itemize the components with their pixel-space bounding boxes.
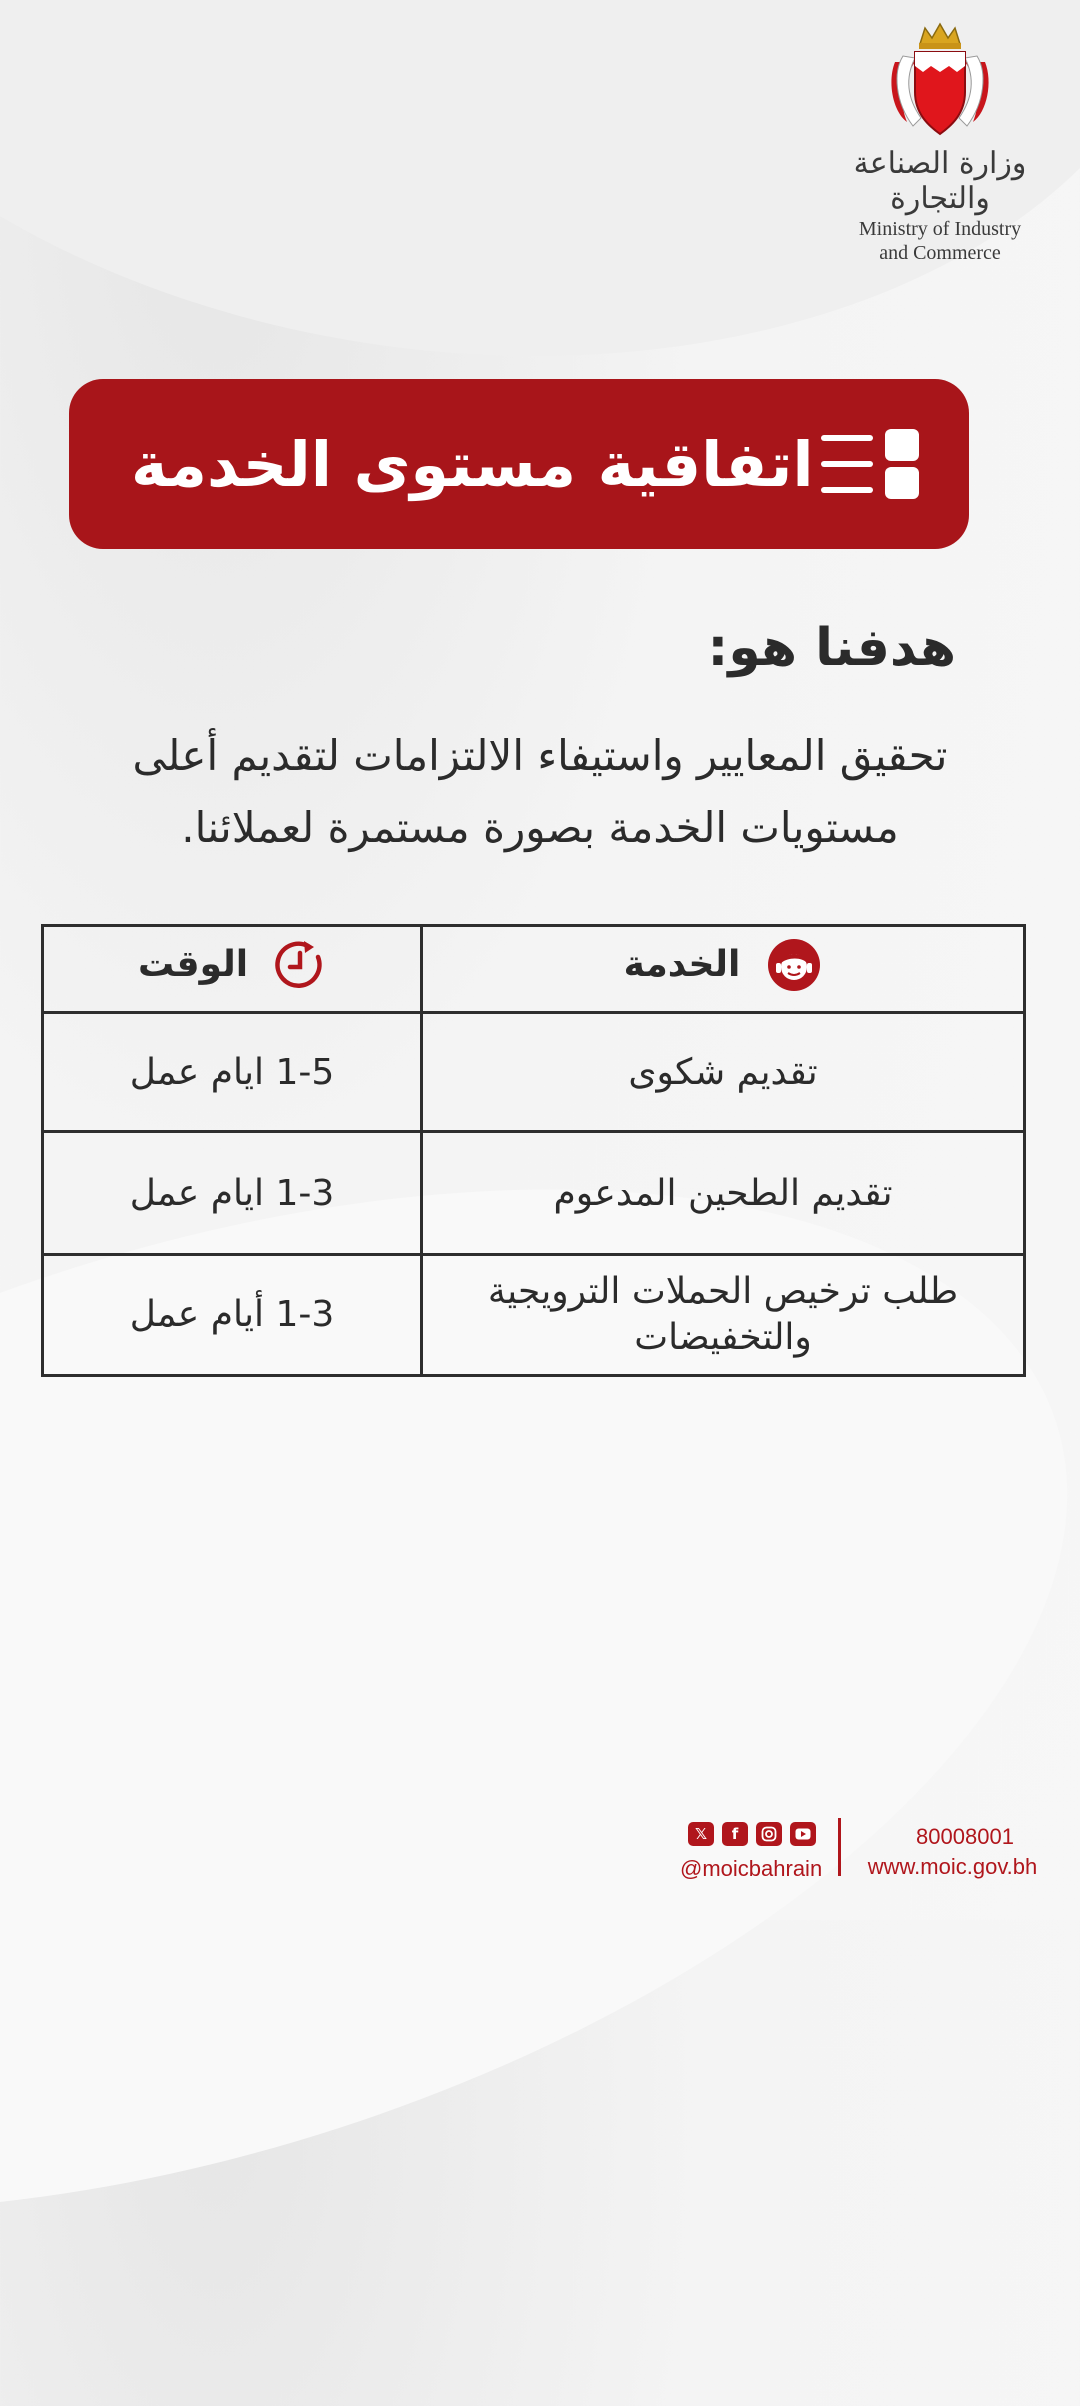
list-grid-icon — [821, 429, 921, 499]
time-cell: 1-3 أيام عمل — [43, 1255, 422, 1376]
footer-divider — [838, 1818, 841, 1876]
table-header-row — [43, 926, 1025, 1013]
coat-of-arms-icon — [885, 22, 995, 140]
social-icons — [688, 1822, 816, 1846]
support-agent-icon — [766, 937, 822, 993]
social-handle[interactable]: @moicbahrain — [680, 1856, 823, 1881]
ministry-english-name-line1: Ministry of Industry — [858, 218, 1022, 240]
header-service-label: الخدمة — [623, 944, 741, 985]
goal-title: هدفنا هو: — [707, 618, 956, 678]
youtube-icon[interactable] — [790, 1822, 816, 1846]
service-cell: تقديم الطحين المدعوم — [422, 1132, 1025, 1255]
service-cell-line2: والتخفيضات — [634, 1317, 812, 1358]
website-link[interactable]: www.moic.gov.bh — [867, 1854, 1038, 1879]
header-time-label: الوقت — [137, 944, 249, 985]
header-service — [422, 926, 1025, 1013]
title-banner — [69, 379, 969, 549]
service-cell: تقديم شكوى — [422, 1013, 1025, 1132]
phone-number[interactable]: 80008001 — [916, 1824, 1014, 1849]
ministry-arabic-name: وزارة الصناعة والتجارة — [853, 146, 1027, 216]
header-time — [43, 926, 422, 1013]
time-cell: 1-3 ايام عمل — [43, 1132, 422, 1255]
service-cell-line1: طلب ترخيص الحملات الترويجية — [487, 1271, 959, 1312]
facebook-icon[interactable]: f — [722, 1822, 748, 1846]
goal-description — [60, 720, 1020, 864]
footer-contact — [680, 1818, 1050, 1892]
banner-title: اتفاقية مستوى الخدمة — [131, 427, 814, 501]
service-cell — [422, 1255, 1025, 1376]
table-row — [43, 1013, 1025, 1132]
table-row — [43, 1132, 1025, 1255]
instagram-icon[interactable] — [756, 1822, 782, 1846]
sla-table — [41, 924, 1026, 1377]
table-row — [43, 1255, 1025, 1376]
clock-refresh-icon — [274, 939, 326, 991]
x-icon[interactable]: 𝕏 — [688, 1822, 714, 1846]
ministry-english-name-line2: and Commerce — [879, 242, 1001, 264]
goal-text-line2: مستويات الخدمة بصورة مستمرة لعملائنا. — [181, 803, 899, 852]
goal-text-line1: تحقيق المعايير واستيفاء الالتزامات لتقديم أعلى — [132, 731, 948, 780]
time-cell: 1-5 ايام عمل — [43, 1013, 422, 1132]
ministry-logo — [820, 22, 1060, 264]
